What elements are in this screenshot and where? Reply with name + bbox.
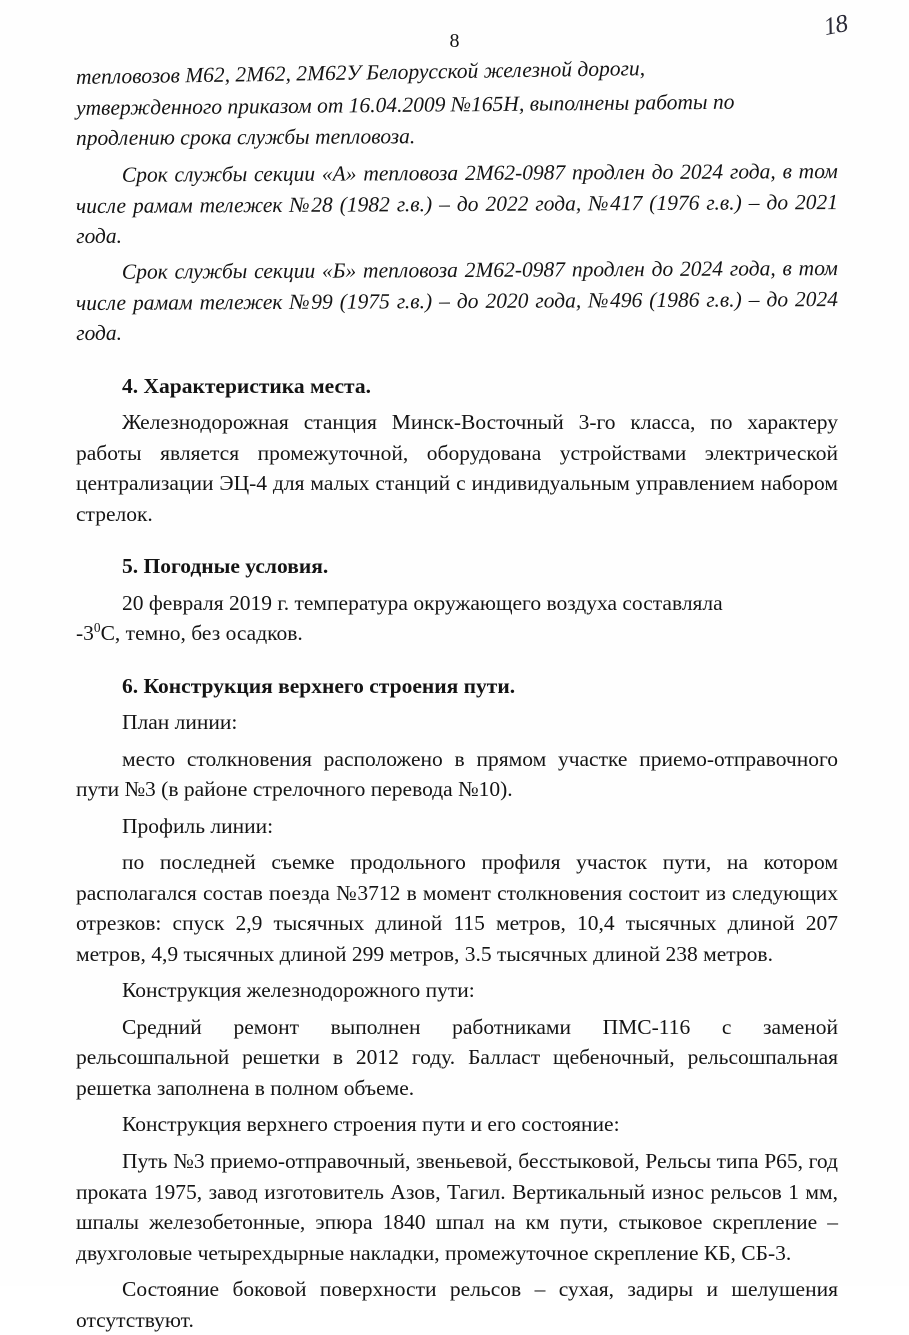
paragraph-line-plan: место столкновения расположено в прямом участке приемо-отправочного пути №3 (в районе стрелочного перевода №10). — [76, 746, 838, 802]
paragraph-track-construction: Средний ремонт выполнен работниками ПМС-116 с заменой рельсошпальной решетки в 2012 году. Балласт щебеночный, рельсошпальная решетка заполнена в полном объеме. — [76, 1014, 838, 1100]
subheading-track-construction: Конструкция железнодорожного пути: — [122, 978, 475, 1003]
paragraph-place-characteristics: Железнодорожная станция Минск-Восточный 3-го класса, по характеру работы является промежуточной, оборудована устройствами электрической централизации ЭЦ-4 для малых станций с индивидуальным управлением набором стрелок. — [76, 410, 838, 526]
document-body — [75, 56, 839, 1335]
paragraph-continuation-line-1: тепловозов М62, 2М62, 2М62У Белорусской железной дороги, — [75, 56, 646, 89]
paragraph-section-b-lifetime: Срок службы секции «Б» тепловоза 2М62-0987 продлен до 2024 года, в том числе рамам тележек №99 (1975 г.в.) – до 2020 года, №496 (1986 г.в.) – до 2024 года. — [75, 256, 839, 346]
heading-4-place-characteristics: 4. Характеристика места. — [122, 373, 371, 398]
heading-6-track-superstructure: 6. Конструкция верхнего строения пути. — [122, 673, 516, 698]
paragraph-line-profile: по последней съемке продольного профиля участок пути, на котором располагался состав поезда №3712 в момент столкновения состоит из следующих отрезков: спуск 2,9 тысячных длиной 115 метров, 10,4 тысячных длиной 207 метров, 4,9 тысячных длиной 299 метров, 3.5 тысячных длиной 238 метров. — [76, 850, 838, 966]
paragraph-superstructure-condition: Путь №3 приемо-отправочный, звеньевой, бесстыковой, Рельсы типа Р65, год проката 1975, завод изготовитель Азов, Тагил. Вертикальный износ рельсов 1 мм, шпалы железобетонные, эпюра 1840 шпал на км пути, стыковое скрепление – двухголовые четырехдырные накладки, промежуточное скрепление КБ, СБ-3. — [76, 1148, 838, 1265]
paragraph-continuation-line-2: утвержденного приказом от 16.04.2009 №165Н, выполнены работы по — [75, 89, 735, 120]
degree-symbol: 0 — [93, 620, 101, 636]
paragraph-section-a-lifetime: Срок службы секции «А» тепловоза 2М62-0987 продлен до 2024 года, в том числе рамам тележек №28 (1982 г.в.) – до 2022 года, №417 (1976 г.в.) – до 2021 года. — [75, 158, 839, 248]
paragraph-weather-line-1: 20 февраля 2019 г. температура окружающего воздуха составляла — [122, 590, 723, 615]
page-number: 8 — [449, 30, 460, 52]
subheading-line-profile: Профиль линии: — [122, 813, 274, 838]
subheading-superstructure-condition: Конструкция верхнего строения пути и его состояние: — [122, 1112, 620, 1137]
temperature-value: -3 — [76, 621, 94, 646]
paragraph-continuation-line-3: продлению срока службы тепловоза. — [75, 124, 416, 151]
heading-5-weather-conditions: 5. Погодные условия. — [122, 554, 329, 579]
handwritten-archive-number: 18 — [821, 10, 850, 41]
subheading-line-plan: План линии: — [122, 710, 238, 735]
paragraph-weather-line-2 — [76, 618, 838, 649]
temperature-rest: С, темно, без осадков. — [100, 621, 303, 646]
paragraph-rail-surface-condition: Состояние боковой поверхности рельсов – сухая, задиры и шелушения отсутствуют. — [76, 1277, 838, 1332]
